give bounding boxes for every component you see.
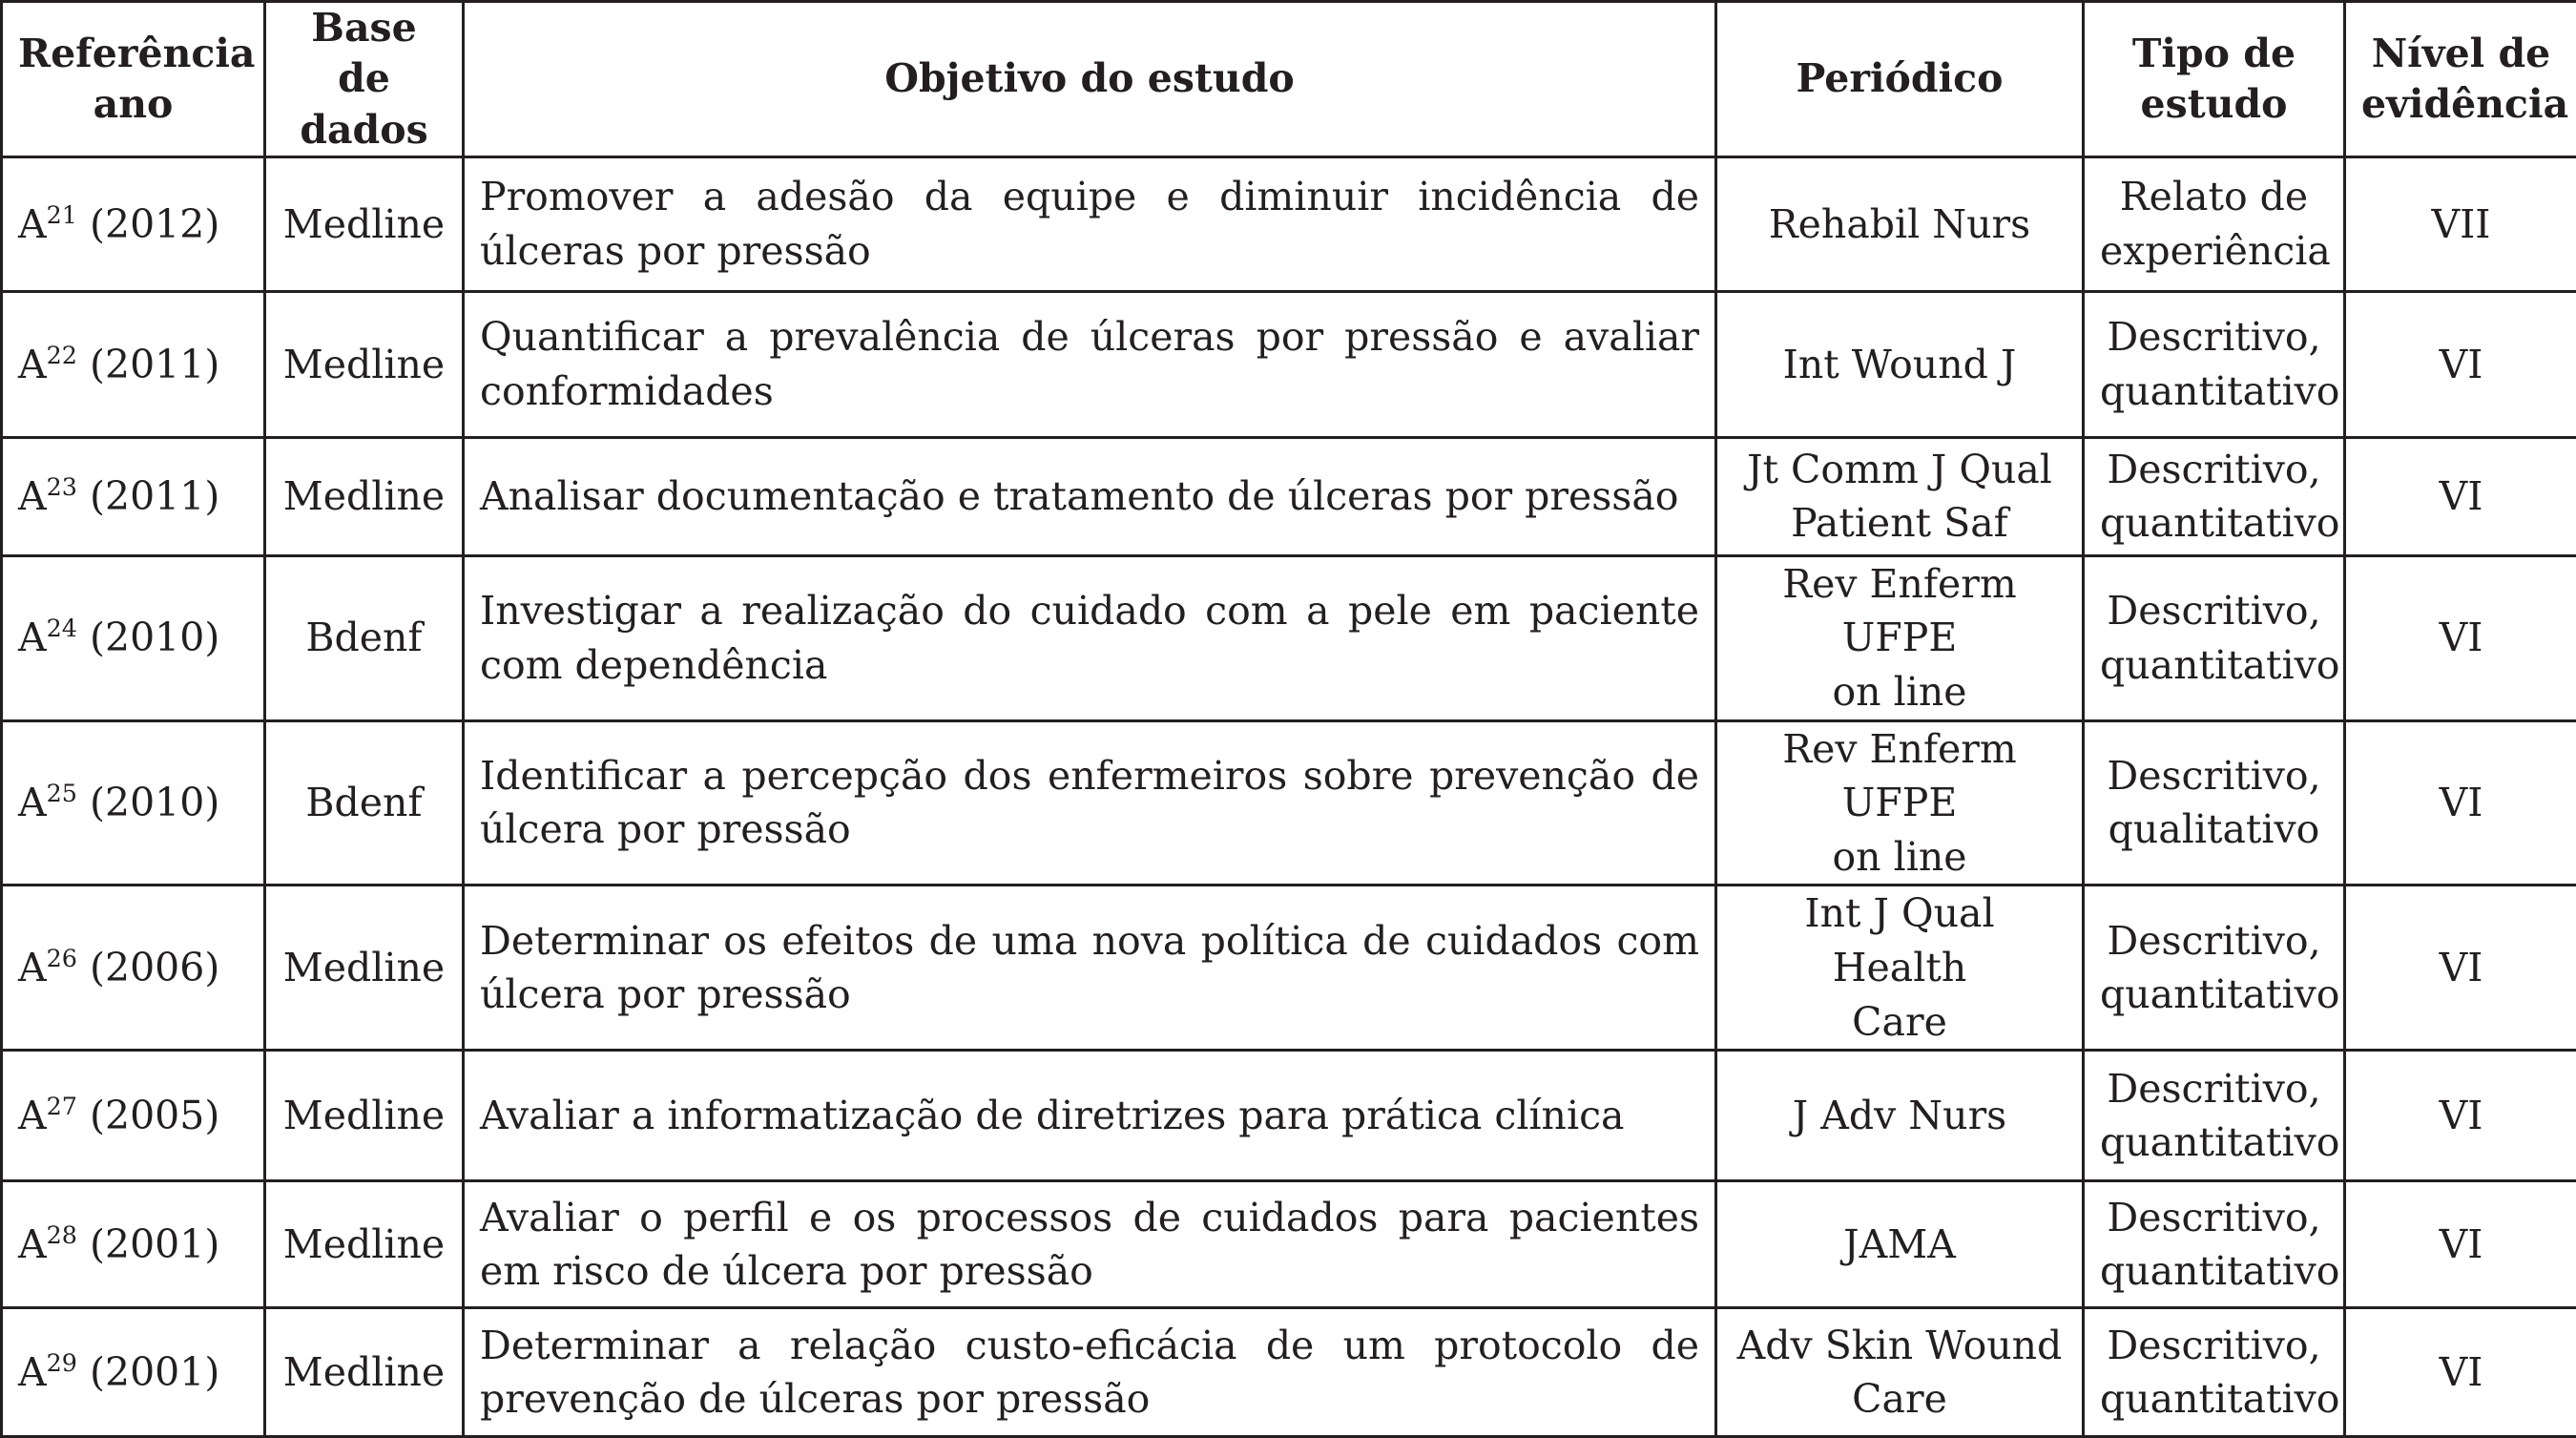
ref-number: 27: [47, 1092, 77, 1120]
cell-nivel-de-evidencia: VI: [2345, 1181, 2576, 1308]
ref-letter: A: [18, 1349, 47, 1395]
periodico-line: Rehabil Nurs: [1733, 198, 2067, 252]
cell-periodico: [1716, 1181, 2084, 1308]
tipo-line: quantitativo: [2100, 1115, 2328, 1170]
ref-number: 29: [47, 1348, 77, 1377]
cell-base-de-dados: Bdenf: [265, 720, 464, 886]
header-nivel-line2: evidência: [2361, 79, 2561, 130]
cell-objetivo: Identificar a percepção dos enfermeiros sobre prevenção de úlcera por pressão: [464, 720, 1716, 886]
ref-year: (2010): [90, 780, 219, 825]
cell-nivel-de-evidencia: VI: [2345, 1308, 2576, 1437]
cell-periodico: [1716, 156, 2084, 291]
cell-base-de-dados: Medline: [265, 1181, 464, 1308]
cell-referencia: [2, 437, 265, 555]
cell-periodico: [1716, 1051, 2084, 1181]
ref-number: 28: [47, 1220, 77, 1249]
tipo-line: Descritivo,: [2100, 1191, 2328, 1245]
header-tipo-line2: estudo: [2100, 79, 2328, 130]
table-row: [2, 1181, 2576, 1308]
header-tipo-line1: Tipo de: [2100, 29, 2328, 79]
tipo-line: Descritivo,: [2100, 443, 2328, 497]
periodico-line: Jt Comm J Qual: [1733, 443, 2067, 497]
periodico-line: on line: [1733, 665, 2067, 719]
periodico-line: Patient Saf: [1733, 496, 2067, 551]
ref-letter: A: [18, 473, 47, 519]
ref-year: (2011): [90, 473, 219, 519]
ref-year: (2011): [90, 342, 219, 387]
tipo-line: Descritivo,: [2100, 914, 2328, 969]
cell-nivel-de-evidencia: VI: [2345, 291, 2576, 437]
tipo-line: qualitativo: [2100, 802, 2328, 857]
cell-objetivo: Quantificar a prevalência de úlceras por pressão e avaliar conformidades: [464, 291, 1716, 437]
cell-tipo-de-estudo: [2084, 1308, 2345, 1437]
ref-number: 26: [47, 944, 77, 972]
header-base-line2: dados: [281, 105, 447, 156]
header-nivel-line1: Nível de: [2361, 29, 2561, 79]
ref-letter: A: [18, 780, 47, 825]
ref-number: 24: [47, 614, 77, 642]
periodico-line: Care: [1733, 995, 2067, 1050]
table-body: [2, 156, 2576, 1436]
header-tipo-de-estudo: [2084, 2, 2345, 157]
tipo-line: Descritivo,: [2100, 1319, 2328, 1373]
ref-letter: A: [18, 342, 47, 387]
header-periodico: Periódico: [1716, 2, 2084, 157]
header-base-line1: Base de: [281, 3, 447, 105]
cell-objetivo: Promover a adesão da equipe e diminuir incidência de úlceras por pressão: [464, 156, 1716, 291]
cell-objetivo: Determinar a relação custo-eficácia de um protocolo de prevenção de úlceras por pressão: [464, 1308, 1716, 1437]
header-nivel-de-evidencia: [2345, 2, 2576, 157]
ref-year: (2006): [90, 945, 219, 990]
cell-referencia: [2, 886, 265, 1051]
periodico-line: Rev Enferm UFPE: [1733, 722, 2067, 830]
header-referencia-line1: Referência: [18, 29, 248, 79]
cell-nivel-de-evidencia: VI: [2345, 1051, 2576, 1181]
ref-year: (2001): [90, 1221, 219, 1267]
cell-base-de-dados: Medline: [265, 291, 464, 437]
table-row: [2, 437, 2576, 555]
ref-number: 23: [47, 472, 77, 501]
header-referencia-line2: ano: [18, 79, 248, 130]
table-row: [2, 720, 2576, 886]
periodico-line: Int Wound J: [1733, 338, 2067, 392]
periodico-line: Rev Enferm UFPE: [1733, 557, 2067, 665]
cell-base-de-dados: Medline: [265, 1308, 464, 1437]
ref-letter: A: [18, 1093, 47, 1138]
tipo-line: Descritivo,: [2100, 1062, 2328, 1116]
cell-referencia: [2, 720, 265, 886]
periodico-line: JAMA: [1733, 1218, 2067, 1272]
tipo-line: quantitativo: [2100, 1372, 2328, 1427]
cell-base-de-dados: Bdenf: [265, 555, 464, 720]
cell-tipo-de-estudo: [2084, 437, 2345, 555]
tipo-line: quantitativo: [2100, 496, 2328, 551]
cell-objetivo: Analisar documentação e tratamento de úlceras por pressão: [464, 437, 1716, 555]
table-row: [2, 1308, 2576, 1437]
cell-referencia: [2, 1181, 265, 1308]
cell-referencia: [2, 555, 265, 720]
cell-objetivo: Investigar a realização do cuidado com a pele em paciente com dependência: [464, 555, 1716, 720]
cell-base-de-dados: Medline: [265, 886, 464, 1051]
ref-letter: A: [18, 615, 47, 660]
cell-tipo-de-estudo: [2084, 1181, 2345, 1308]
cell-tipo-de-estudo: [2084, 886, 2345, 1051]
ref-year: (2012): [90, 201, 219, 247]
cell-tipo-de-estudo: [2084, 156, 2345, 291]
table-row: [2, 156, 2576, 291]
header-base-de-dados: [265, 2, 464, 157]
cell-tipo-de-estudo: [2084, 291, 2345, 437]
tipo-line: quantitativo: [2100, 968, 2328, 1022]
cell-tipo-de-estudo: [2084, 555, 2345, 720]
ref-year: (2001): [90, 1349, 219, 1395]
periodico-line: Adv Skin Wound: [1733, 1319, 2067, 1373]
ref-year: (2010): [90, 615, 219, 660]
table-row: [2, 886, 2576, 1051]
ref-number: 21: [47, 199, 77, 228]
cell-nivel-de-evidencia: VI: [2345, 555, 2576, 720]
table-row: [2, 555, 2576, 720]
cell-nivel-de-evidencia: VI: [2345, 886, 2576, 1051]
tipo-line: experiência: [2100, 224, 2328, 279]
tipo-line: Relato de: [2100, 170, 2328, 224]
ref-number: 25: [47, 779, 77, 807]
ref-year: (2005): [90, 1093, 219, 1138]
cell-tipo-de-estudo: [2084, 720, 2345, 886]
cell-referencia: [2, 1308, 265, 1437]
table-row: [2, 291, 2576, 437]
cell-base-de-dados: Medline: [265, 1051, 464, 1181]
cell-periodico: [1716, 291, 2084, 437]
cell-objetivo: Determinar os efeitos de uma nova política de cuidados com úlcera por pressão: [464, 886, 1716, 1051]
tipo-line: quantitativo: [2100, 1244, 2328, 1299]
cell-referencia: [2, 156, 265, 291]
cell-objetivo: Avaliar o perfil e os processos de cuidados para pacientes em risco de úlcera por pressão: [464, 1181, 1716, 1308]
ref-letter: A: [18, 1221, 47, 1267]
ref-letter: A: [18, 201, 47, 247]
header-referencia-ano: [2, 2, 265, 157]
header-objetivo: Objetivo do estudo: [464, 2, 1716, 157]
tipo-line: Descritivo,: [2100, 584, 2328, 638]
ref-letter: A: [18, 945, 47, 990]
cell-nivel-de-evidencia: VI: [2345, 437, 2576, 555]
cell-base-de-dados: Medline: [265, 437, 464, 555]
cell-periodico: [1716, 720, 2084, 886]
header-row: [2, 2, 2576, 157]
cell-periodico: [1716, 886, 2084, 1051]
tipo-line: Descritivo,: [2100, 749, 2328, 803]
periodico-line: Int J Qual Health: [1733, 886, 2067, 994]
cell-base-de-dados: Medline: [265, 156, 464, 291]
cell-nivel-de-evidencia: VII: [2345, 156, 2576, 291]
tipo-line: Descritivo,: [2100, 310, 2328, 365]
periodico-line: on line: [1733, 830, 2067, 885]
periodico-line: Care: [1733, 1372, 2067, 1427]
tipo-line: quantitativo: [2100, 638, 2328, 693]
tipo-line: quantitativo: [2100, 365, 2328, 419]
table-row: [2, 1051, 2576, 1181]
cell-referencia: [2, 291, 265, 437]
cell-nivel-de-evidencia: VI: [2345, 720, 2576, 886]
cell-periodico: [1716, 1308, 2084, 1437]
ref-number: 22: [47, 340, 77, 368]
cell-objetivo: Avaliar a informatização de diretrizes para prática clínica: [464, 1051, 1716, 1181]
periodico-line: J Adv Nurs: [1733, 1089, 2067, 1143]
cell-tipo-de-estudo: [2084, 1051, 2345, 1181]
cell-periodico: [1716, 437, 2084, 555]
cell-referencia: [2, 1051, 265, 1181]
cell-periodico: [1716, 555, 2084, 720]
